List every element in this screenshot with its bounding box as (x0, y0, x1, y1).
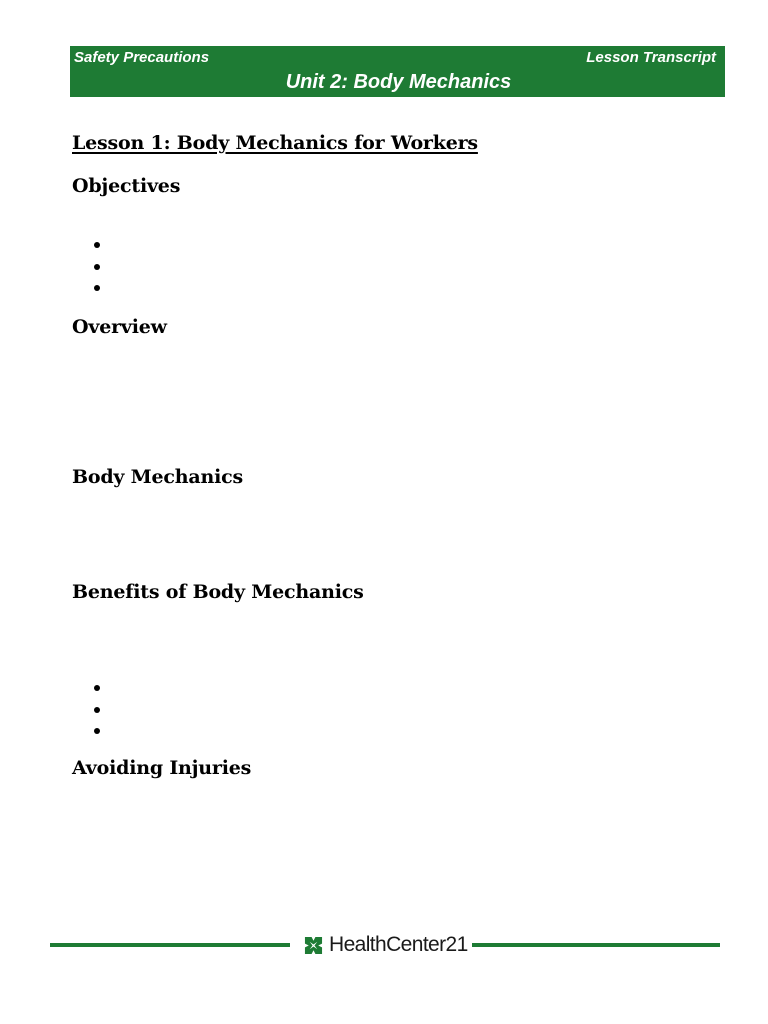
course-name: Safety Precautions (74, 49, 210, 66)
healthcenter-logo (304, 933, 468, 957)
section-heading-avoiding-injuries: Avoiding Injuries (72, 757, 252, 779)
healthcenter-logo-icon (304, 936, 323, 955)
footer-divider-left (50, 943, 290, 947)
bullet-icon (94, 285, 100, 291)
section-heading-body-mechanics: Body Mechanics (72, 466, 243, 488)
section-heading-benefits: Benefits of Body Mechanics (72, 581, 364, 603)
bullet-icon (94, 685, 100, 691)
bullet-icon (94, 707, 100, 713)
logo-text: HealthCenter21 (329, 933, 468, 956)
header-band (70, 46, 725, 97)
section-heading-objectives: Objectives (72, 175, 181, 197)
unit-title: Unit 2: Body Mechanics (285, 71, 512, 93)
footer-divider-right (472, 943, 720, 947)
section-heading-overview: Overview (72, 316, 167, 338)
bullet-icon (94, 264, 100, 270)
bullet-icon (94, 242, 100, 248)
document-type: Lesson Transcript (586, 49, 716, 66)
bullet-icon (94, 728, 100, 734)
lesson-title: Lesson 1: Body Mechanics for Workers (72, 132, 478, 154)
